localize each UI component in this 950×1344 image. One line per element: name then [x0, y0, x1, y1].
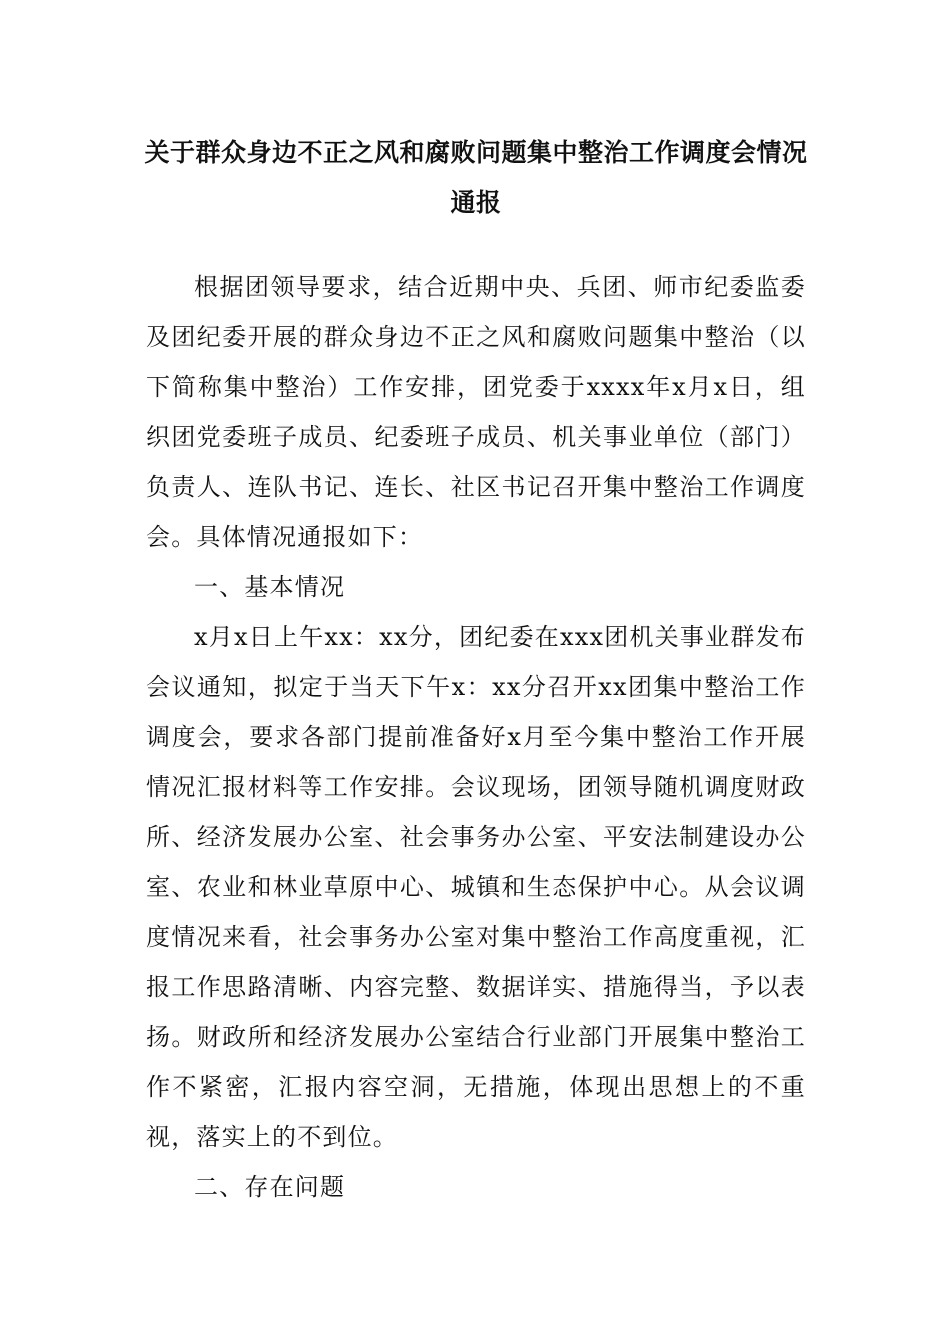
paragraph-basic-situation: x月x日上午xx：xx分，团纪委在xxx团机关事业群发布会议通知，拟定于当天下午x：xx分召开xx团集中整治工作调度会，要求各部门提前准备好x月至今集中整治工作开展情况汇报材料等工作安排。会议现场，团领导随机调度财政所、经济发展办公室、社会事务办公室、平安法制建设办公室、农业和林业草原中心、城镇和生态保护中心。从会议调度情况来看，社会事务办公室对集中整治工作高度重视，汇报工作思路清晰、内容完整、数据详实、措施得当，予以表扬。财政所和经济发展办公室结合行业部门开展集中整治工作不紧密，汇报内容空洞，无措施，体现出思想上的不重视，落实上的不到位。: [146, 623, 806, 1151]
paragraph-intro: 根据团领导要求，结合近期中央、兵团、师市纪委监委及团纪委开展的群众身边不正之风和腐败问题集中整治（以下简称集中整治）工作安排，团党委于xxxx年x月x日，组织团党委班子成员、纪委班子成员、机关事业单位（部门）负责人、连队书记、连长、社区书记召开集中整治工作调度会。具体情况通报如下：: [146, 273, 806, 551]
section-heading-existing-problems: 二、存在问题: [194, 1173, 346, 1201]
document-body: [146, 262, 806, 1212]
document-page: [146, 128, 806, 1212]
document-title: 关于群众身边不正之风和腐败问题集中整治工作调度会情况通报: [144, 138, 808, 217]
section-heading-basic-situation: 一、基本情况: [194, 573, 346, 601]
